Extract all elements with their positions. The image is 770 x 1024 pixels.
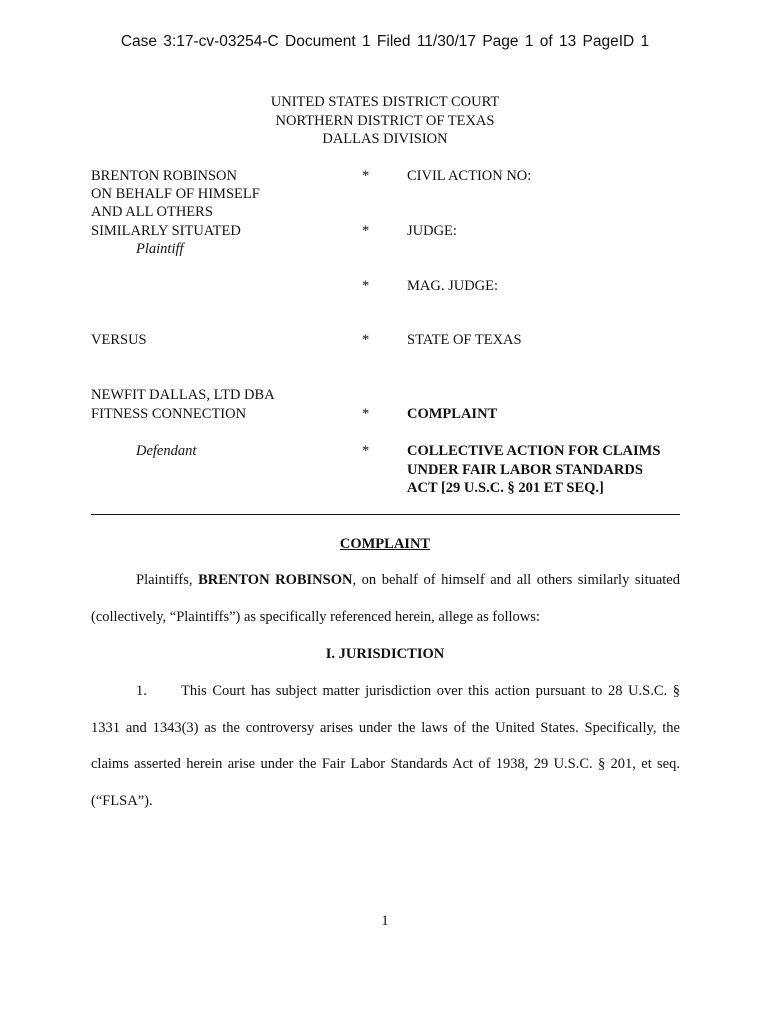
intro-paragraph-line1 — [136, 572, 680, 589]
caption-star: * — [362, 168, 370, 184]
intro-paragraph-line2: (collectively, “Plaintiffs”) as specifically referenced herein, allege as follows: — [91, 609, 540, 625]
defendant-name-line: NEWFIT DALLAS, LTD DBA — [91, 387, 275, 403]
filing-stamp-header: Case 3:17-cv-03254-C Document 1 Filed 11/30/17 Page 1 of 13 PageID 1 — [120, 33, 650, 50]
claims-description-line: ACT [29 U.S.C. § 201 ET SEQ.] — [407, 480, 604, 496]
paragraph-number: 1. — [136, 683, 147, 699]
plaintiff-name-line: AND ALL OTHERS — [91, 204, 213, 220]
civil-action-label: CIVIL ACTION NO: — [407, 168, 532, 184]
plaintiff-name-line: ON BEHALF OF HIMSELF — [91, 186, 260, 202]
mag-judge-label: MAG. JUDGE: — [407, 278, 499, 294]
defendant-role: Defendant — [136, 443, 197, 459]
paragraph1-line3: claims asserted herein arise under the Fair Labor Standards Act of 1938, 29 U.S.C. § 201, et seq. — [91, 756, 680, 772]
court-name: UNITED STATES DISTRICT COURT — [270, 94, 500, 110]
section-heading-jurisdiction: I. JURISDICTION — [325, 646, 445, 662]
intro-post: , on behalf of himself and all others similarly situated — [352, 572, 680, 588]
plaintiff-name-line: SIMILARLY SITUATED — [91, 223, 241, 239]
intro-pre: Plaintiffs, — [136, 572, 199, 588]
page-number: 1 — [381, 913, 389, 929]
claims-description-line: COLLECTIVE ACTION FOR CLAIMS — [407, 443, 661, 459]
caption-divider — [91, 514, 680, 515]
caption-star: * — [362, 406, 370, 422]
complaint-title: COMPLAINT — [339, 536, 431, 552]
caption-star: * — [362, 278, 370, 294]
plaintiff-name-inline: BRENTON ROBINSON — [198, 572, 353, 588]
court-division: DALLAS DIVISION — [322, 131, 448, 147]
defendant-name-line: FITNESS CONNECTION — [91, 406, 247, 422]
paragraph1-line2: 1331 and 1343(3) as the controversy arises under the laws of the United States. Specifically, the — [91, 720, 680, 736]
paragraph1-line1: This Court has subject matter jurisdiction over this action pursuant to 28 U.S.C. § — [181, 683, 680, 699]
plaintiff-name-line: BRENTON ROBINSON — [91, 168, 237, 184]
claims-description-line: UNDER FAIR LABOR STANDARDS — [407, 462, 643, 478]
caption-star: * — [362, 443, 370, 459]
state-label: STATE OF TEXAS — [407, 332, 522, 348]
court-district: NORTHERN DISTRICT OF TEXAS — [275, 113, 495, 129]
caption-star: * — [362, 223, 370, 239]
caption-star: * — [362, 332, 370, 348]
complaint-caption-label: COMPLAINT — [407, 406, 498, 422]
paragraph1-line4: (“FLSA”). — [91, 793, 153, 809]
judge-label: JUDGE: — [407, 223, 457, 239]
plaintiff-role: Plaintiff — [136, 241, 184, 257]
versus-label: VERSUS — [91, 332, 147, 348]
